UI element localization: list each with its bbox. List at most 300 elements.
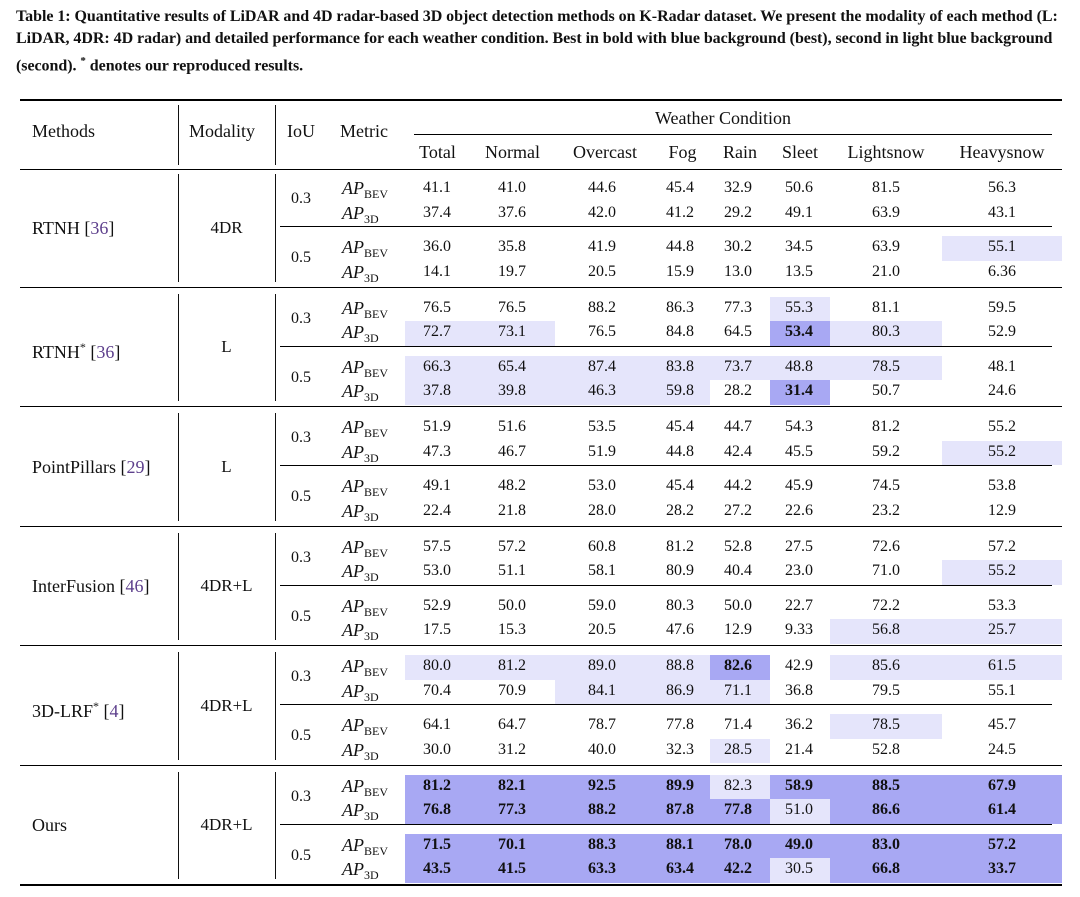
value-cell: 66.8 (872, 860, 900, 877)
value-cell: 24.6 (988, 382, 1016, 399)
value-cell: 87.8 (666, 801, 694, 818)
metric-label: $AP_{3D}$ (342, 381, 379, 404)
row-sep-2 (275, 652, 276, 760)
reproduced-star: * (93, 698, 100, 713)
value-cell: 47.3 (423, 442, 451, 460)
value-cell: 71.4 (724, 716, 752, 733)
value-cell: 74.5 (872, 477, 900, 494)
method-name: Ours (32, 815, 67, 836)
value-cell: 43.5 (423, 860, 451, 877)
caption-text-a: Quantitative results of LiDAR and 4D radar-based 3D object detection methods on K-Radar dataset. We present the modality of each method (L: LiDAR, 4DR: 4D radar) and detailed performance for each weather condition. Best in bold with blue background (best), second in light blue background (second). (16, 8, 1058, 75)
value-cell: 44.2 (724, 477, 752, 494)
header-overcast: Overcast (573, 142, 637, 162)
value-cell: 50.0 (498, 596, 526, 614)
row-rule (20, 765, 1062, 766)
value-cell: 84.8 (666, 323, 694, 340)
iou-value: 0.5 (291, 368, 311, 386)
metric-label: $AP_{BEV}$ (342, 178, 388, 201)
value-cell: 37.6 (498, 203, 526, 221)
value-cell: 56.8 (872, 621, 900, 638)
method-name: InterFusion (32, 576, 115, 597)
citation-ref[interactable]: 29 (126, 456, 145, 477)
method-label: RTNH* [36] (32, 340, 121, 363)
header-heavysnow: Heavysnow (959, 142, 1045, 162)
value-cell: 83.8 (666, 357, 694, 375)
value-cell: 37.8 (423, 382, 451, 399)
bottom-rule (20, 884, 1062, 886)
value-cell: 55.2 (988, 562, 1016, 579)
value-cell: 57.5 (423, 537, 451, 555)
value-cell: 82.6 (724, 657, 752, 674)
value-cell: 86.9 (666, 681, 694, 699)
value-cell: 58.9 (785, 776, 813, 794)
row-rule (20, 287, 1062, 288)
header-iou: IoU (287, 121, 315, 141)
value-cell: 13.0 (724, 262, 752, 280)
value-cell: 57.2 (498, 537, 526, 555)
value-cell: 78.5 (872, 357, 900, 375)
value-cell: 55.1 (988, 238, 1016, 255)
method-name: RTNH (32, 342, 80, 363)
value-cell: 46.3 (588, 382, 616, 399)
value-cell: 63.3 (588, 860, 616, 877)
block-rule (280, 704, 1052, 705)
iou-value: 0.5 (291, 607, 311, 625)
metric-subscript: BEV (364, 306, 388, 321)
value-cell: 88.3 (588, 835, 616, 853)
citation-ref[interactable]: 36 (90, 217, 109, 238)
value-cell: 44.8 (666, 442, 694, 460)
value-cell: 88.2 (588, 298, 616, 316)
value-cell: 43.1 (988, 203, 1016, 221)
value-cell: 41.1 (423, 179, 451, 196)
header-sleet: Sleet (782, 142, 818, 162)
value-cell: 70.1 (498, 835, 526, 853)
value-cell: 41.2 (666, 203, 694, 221)
metric-subscript: BEV (364, 545, 388, 560)
value-cell: 80.3 (872, 323, 900, 340)
row-rule (20, 406, 1062, 407)
block-rule (280, 465, 1052, 466)
value-cell: 71.5 (423, 835, 451, 853)
value-cell: 63.9 (872, 203, 900, 221)
value-cell: 63.4 (666, 860, 694, 877)
value-cell: 39.8 (498, 382, 526, 399)
header-bottom-rule (20, 169, 1062, 170)
metric-label: $AP_{BEV}$ (342, 476, 388, 499)
value-cell: 45.7 (988, 716, 1016, 733)
value-cell: 22.7 (785, 596, 813, 614)
metric-subscript: 3D (364, 509, 379, 524)
iou-value: 0.3 (291, 668, 311, 685)
metric-subscript: BEV (364, 784, 388, 799)
metric-label: $AP_{BEV}$ (342, 715, 388, 738)
metric-subscript: 3D (364, 331, 379, 345)
metric-label: $AP_{3D}$ (342, 800, 379, 823)
value-cell: 50.0 (724, 596, 752, 614)
value-cell: 30.2 (724, 238, 752, 255)
value-cell: 71.1 (724, 681, 752, 699)
value-cell: 78.5 (872, 716, 900, 733)
metric-subscript: BEV (364, 426, 388, 440)
value-cell: 53.3 (988, 596, 1016, 614)
value-cell: 88.2 (588, 801, 616, 818)
value-cell: 15.9 (666, 262, 694, 280)
iou-value: 0.3 (291, 787, 311, 805)
metric-label: $AP_{3D}$ (342, 680, 379, 704)
value-cell: 50.7 (872, 382, 900, 399)
value-cell: 47.6 (666, 621, 694, 638)
metric-subscript: 3D (364, 211, 379, 226)
value-cell: 12.9 (988, 501, 1016, 519)
caption-label: Table 1: (16, 8, 71, 25)
metric-subscript: 3D (364, 270, 379, 285)
metric-label: $AP_{3D}$ (342, 261, 379, 285)
iou-value: 0.5 (291, 488, 311, 505)
metric-label: $AP_{3D}$ (342, 620, 379, 643)
value-cell: 71.0 (872, 562, 900, 579)
value-cell: 53.5 (588, 418, 616, 435)
row-rule (20, 526, 1062, 527)
value-cell: 72.6 (872, 537, 900, 555)
value-cell: 85.6 (872, 657, 900, 674)
value-cell: 44.6 (588, 179, 616, 196)
value-cell: 64.1 (423, 716, 451, 733)
value-cell: 22.6 (785, 501, 813, 519)
iou-value: 0.3 (291, 190, 311, 207)
metric-label: $AP_{BEV}$ (342, 536, 388, 560)
metric-subscript: 3D (364, 450, 379, 465)
value-cell: 64.7 (498, 716, 526, 733)
value-cell: 35.8 (498, 238, 526, 255)
value-cell: 87.4 (588, 357, 616, 375)
value-cell: 82.3 (724, 776, 752, 794)
value-cell: 50.6 (785, 179, 813, 196)
metric-label: $AP_{BEV}$ (342, 356, 388, 380)
value-cell: 41.5 (498, 860, 526, 877)
metric-subscript: 3D (364, 629, 379, 643)
row-sep-1 (178, 533, 179, 641)
method-label: RTNH [36] (32, 217, 115, 238)
value-cell: 53.0 (588, 477, 616, 494)
header-sep-1 (178, 105, 179, 165)
value-cell: 59.8 (666, 382, 694, 399)
iou-value: 0.5 (291, 249, 311, 266)
metric-subscript: BEV (364, 604, 388, 619)
value-cell: 48.2 (498, 477, 526, 494)
modality-value: L (221, 337, 232, 357)
header-modality: Modality (189, 121, 255, 141)
value-cell: 81.5 (872, 179, 900, 196)
value-cell: 23.0 (785, 562, 813, 579)
value-cell: 53.0 (423, 562, 451, 579)
iou-value: 0.3 (291, 309, 311, 327)
metric-label: $AP_{3D}$ (342, 859, 379, 882)
metric-label: $AP_{BEV}$ (342, 297, 388, 321)
value-cell: 81.1 (872, 298, 900, 316)
value-cell: 45.4 (666, 179, 694, 196)
method-label: 3D-LRF* [4] (32, 698, 125, 721)
value-cell: 52.9 (988, 323, 1016, 340)
value-cell: 23.2 (872, 501, 900, 519)
value-cell: 60.8 (588, 537, 616, 555)
value-cell: 21.4 (785, 740, 813, 758)
value-cell: 49.1 (785, 203, 813, 221)
row-sep-1 (178, 174, 179, 282)
iou-value: 0.5 (291, 727, 311, 744)
value-cell: 45.9 (785, 477, 813, 494)
value-cell: 73.1 (498, 323, 526, 340)
value-cell: 21.8 (498, 501, 526, 519)
header-rain: Rain (723, 142, 757, 162)
value-cell: 42.4 (724, 442, 752, 460)
header-methods: Methods (32, 121, 95, 141)
value-cell: 30.0 (423, 740, 451, 758)
value-cell: 77.8 (724, 801, 752, 818)
value-cell: 78.7 (588, 716, 616, 733)
value-cell: 89.0 (588, 657, 616, 674)
value-cell: 48.8 (785, 357, 813, 375)
header-total: Total (419, 142, 456, 162)
value-cell: 49.1 (423, 477, 451, 494)
value-cell: 86.3 (666, 298, 694, 316)
value-cell: 55.2 (988, 418, 1016, 435)
metric-label: $AP_{BEV}$ (342, 237, 388, 260)
metric-label: $AP_{BEV}$ (342, 417, 388, 440)
block-rule (280, 585, 1052, 586)
value-cell: 57.2 (988, 537, 1016, 555)
value-cell: 61.4 (988, 801, 1016, 818)
value-cell: 21.0 (872, 262, 900, 280)
row-sep-2 (275, 174, 276, 282)
value-cell: 22.4 (423, 501, 451, 519)
value-cell: 76.5 (588, 323, 616, 340)
value-cell: 72.2 (872, 596, 900, 614)
value-cell: 42.9 (785, 657, 813, 674)
iou-value: 0.5 (291, 846, 311, 864)
method-name: PointPillars (32, 456, 117, 477)
block-rule (280, 824, 1052, 825)
caption-star: * (80, 55, 86, 67)
value-cell: 13.5 (785, 262, 813, 280)
metric-label: $AP_{3D}$ (342, 202, 379, 226)
value-cell: 78.0 (724, 835, 752, 853)
caption-text-b: denotes our reproduced results. (85, 57, 304, 75)
value-cell: 81.2 (423, 776, 451, 794)
value-cell: 66.3 (423, 357, 451, 375)
value-cell: 77.8 (666, 716, 694, 733)
header-sep-2 (275, 105, 276, 165)
value-cell: 65.4 (498, 357, 526, 375)
metric-subscript: 3D (364, 748, 379, 763)
value-cell: 86.6 (872, 801, 900, 818)
value-cell: 40.0 (588, 740, 616, 758)
value-cell: 51.0 (785, 801, 813, 818)
metric-label: $AP_{BEV}$ (342, 834, 388, 858)
value-cell: 55.3 (785, 298, 813, 316)
modality-value: 4DR+L (200, 695, 253, 715)
metric-subscript: BEV (364, 724, 388, 738)
metric-subscript: BEV (364, 485, 388, 499)
row-rule (20, 645, 1062, 646)
value-cell: 51.9 (588, 442, 616, 460)
modality-value: 4DR+L (200, 576, 253, 596)
value-cell: 36.2 (785, 716, 813, 733)
value-cell: 82.1 (498, 776, 526, 794)
metric-subscript: BEV (364, 187, 388, 201)
value-cell: 30.5 (785, 860, 813, 877)
value-cell: 45.4 (666, 477, 694, 494)
value-cell: 76.5 (498, 298, 526, 316)
value-cell: 20.5 (588, 621, 616, 638)
value-cell: 55.1 (988, 681, 1016, 699)
value-cell: 81.2 (872, 418, 900, 435)
modality-value: 4DR (210, 217, 243, 237)
value-cell: 37.4 (423, 203, 451, 221)
value-cell: 51.6 (498, 418, 526, 435)
value-cell: 72.7 (423, 323, 451, 340)
metric-subscript: 3D (364, 868, 379, 882)
value-cell: 36.0 (423, 238, 451, 255)
value-cell: 19.7 (498, 262, 526, 280)
value-cell: 81.2 (666, 537, 694, 555)
value-cell: 27.2 (724, 501, 752, 519)
value-cell: 81.2 (498, 657, 526, 674)
header-metric: Metric (340, 121, 388, 141)
value-cell: 52.9 (423, 596, 451, 614)
metric-label: $AP_{3D}$ (342, 561, 379, 584)
value-cell: 52.8 (872, 740, 900, 758)
value-cell: 73.7 (724, 357, 752, 375)
method-label (32, 815, 67, 835)
row-sep-1 (178, 652, 179, 760)
metric-subscript: 3D (364, 570, 379, 584)
block-rule (280, 226, 1052, 227)
value-cell: 20.5 (588, 262, 616, 280)
metric-label: $AP_{3D}$ (342, 500, 379, 524)
value-cell: 84.1 (588, 681, 616, 699)
value-cell: 24.5 (988, 740, 1016, 758)
value-cell: 59.0 (588, 596, 616, 614)
value-cell: 9.33 (785, 621, 813, 638)
value-cell: 25.7 (988, 621, 1016, 638)
value-cell: 51.1 (498, 562, 526, 579)
reproduced-star: * (79, 340, 86, 355)
header-lightsnow: Lightsnow (847, 142, 925, 162)
metric-subscript: BEV (364, 843, 388, 858)
value-cell: 42.0 (588, 203, 616, 221)
value-cell: 80.9 (666, 562, 694, 579)
row-sep-2 (275, 294, 276, 402)
value-cell: 45.4 (666, 418, 694, 435)
value-cell: 27.5 (785, 537, 813, 555)
value-cell: 34.5 (785, 238, 813, 255)
iou-value: 0.3 (291, 548, 311, 566)
value-cell: 28.5 (724, 740, 752, 758)
value-cell: 28.0 (588, 501, 616, 519)
value-cell: 83.0 (872, 835, 900, 853)
modality-value: 4DR+L (200, 815, 253, 835)
metric-label: $AP_{3D}$ (342, 739, 379, 763)
metric-label: $AP_{BEV}$ (342, 775, 388, 799)
method-label: PointPillars [29] (32, 456, 151, 477)
value-cell: 88.1 (666, 835, 694, 853)
value-cell: 46.7 (498, 442, 526, 460)
value-cell: 59.2 (872, 442, 900, 460)
metric-label: $AP_{BEV}$ (342, 595, 388, 619)
value-cell: 28.2 (666, 501, 694, 519)
value-cell: 48.1 (988, 357, 1016, 375)
value-cell: 40.4 (724, 562, 752, 579)
value-cell: 61.5 (988, 657, 1016, 674)
value-cell: 77.3 (724, 298, 752, 316)
value-cell: 6.36 (988, 262, 1016, 280)
header-normal: Normal (485, 142, 540, 162)
metric-label: $AP_{BEV}$ (342, 656, 388, 679)
metric-label: $AP_{3D}$ (342, 322, 379, 345)
modality-value: L (221, 456, 232, 476)
header-weather-condition: Weather Condition (655, 108, 792, 128)
metric-subscript: BEV (364, 665, 388, 679)
method-name: RTNH (32, 217, 80, 238)
value-cell: 31.4 (785, 382, 813, 399)
value-cell: 70.9 (498, 681, 526, 699)
value-cell: 28.2 (724, 382, 752, 399)
value-cell: 67.9 (988, 776, 1016, 794)
value-cell: 55.2 (988, 442, 1016, 460)
value-cell: 14.1 (423, 262, 451, 280)
row-sep-1 (178, 294, 179, 402)
value-cell: 12.9 (724, 621, 752, 638)
row-sep-2 (275, 533, 276, 641)
value-cell: 79.5 (872, 681, 900, 699)
value-cell: 41.0 (498, 179, 526, 196)
value-cell: 45.5 (785, 442, 813, 460)
top-rule (20, 99, 1062, 101)
value-cell: 70.4 (423, 681, 451, 699)
value-cell: 76.8 (423, 801, 451, 818)
value-cell: 33.7 (988, 860, 1016, 877)
value-cell: 54.3 (785, 418, 813, 435)
value-cell: 36.8 (785, 681, 813, 699)
metric-subscript: BEV (364, 246, 388, 260)
value-cell: 88.5 (872, 776, 900, 794)
metric-subscript: 3D (364, 689, 379, 704)
value-cell: 80.0 (423, 657, 451, 674)
value-cell: 64.5 (724, 323, 752, 340)
value-cell: 31.2 (498, 740, 526, 758)
value-cell: 56.3 (988, 179, 1016, 196)
value-cell: 88.8 (666, 657, 694, 674)
value-cell: 76.5 (423, 298, 451, 316)
value-cell: 77.3 (498, 801, 526, 818)
value-cell: 53.8 (988, 477, 1016, 494)
row-sep-1 (178, 413, 179, 521)
value-cell: 63.9 (872, 238, 900, 255)
metric-subscript: BEV (364, 365, 388, 380)
value-cell: 44.7 (724, 418, 752, 435)
value-cell: 57.2 (988, 835, 1016, 853)
citation-ref[interactable]: 4 (109, 700, 119, 721)
header-group-rule (414, 134, 1052, 135)
method-name: 3D-LRF (32, 700, 94, 721)
value-cell: 41.9 (588, 238, 616, 255)
citation-ref[interactable]: 46 (125, 576, 144, 597)
value-cell: 80.3 (666, 596, 694, 614)
value-cell: 59.5 (988, 298, 1016, 316)
citation-ref[interactable]: 36 (96, 342, 115, 363)
value-cell: 49.0 (785, 835, 813, 853)
